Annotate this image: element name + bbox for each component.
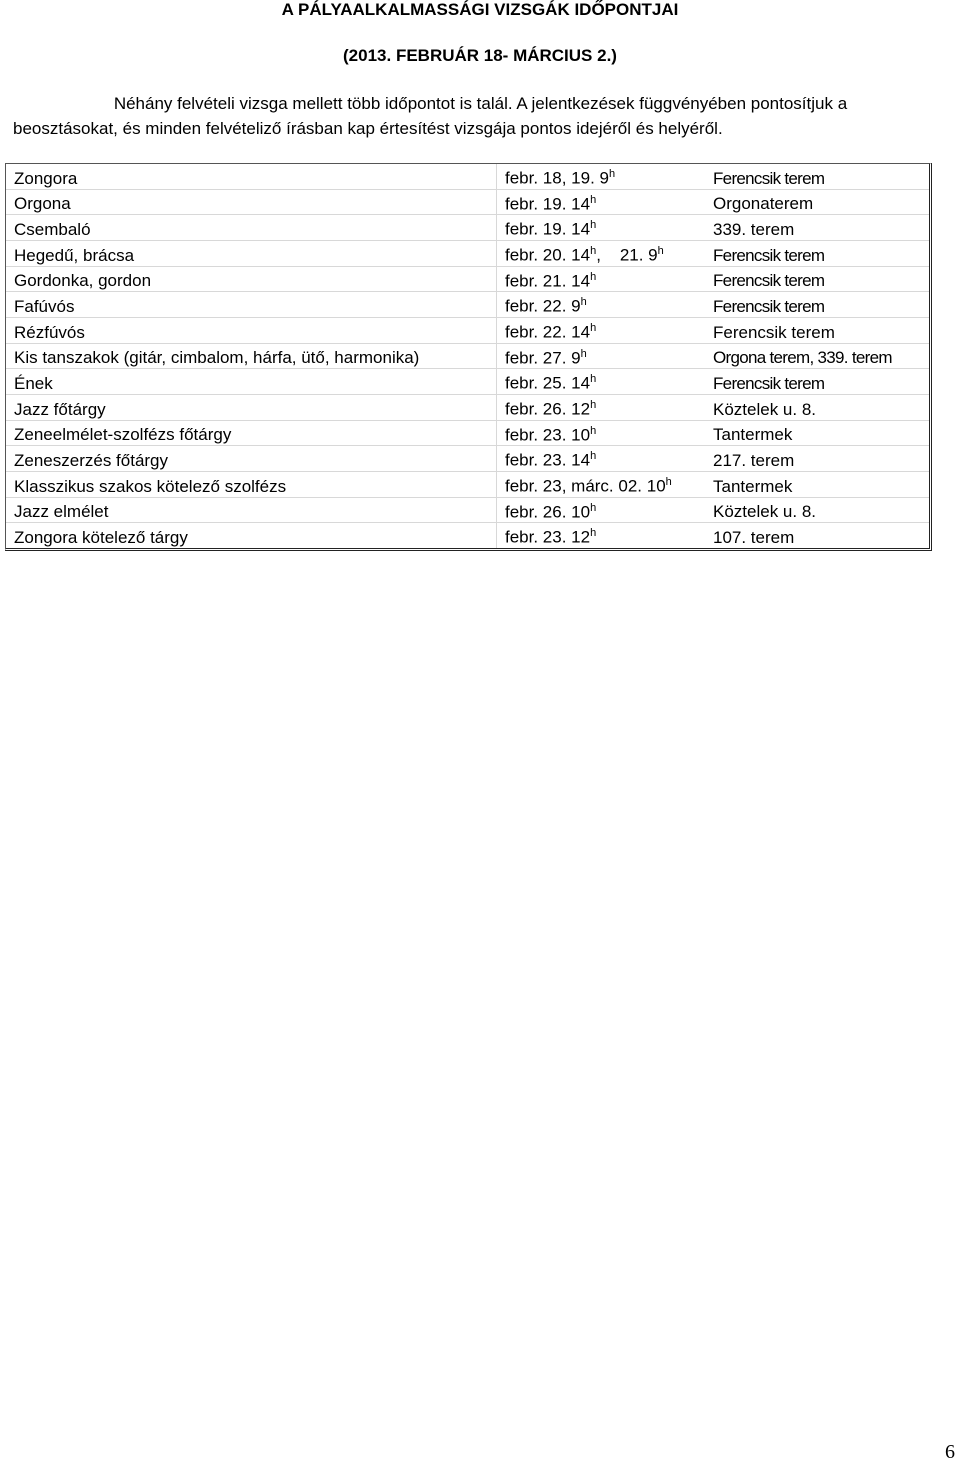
date-cell [496,421,705,447]
date-text: febr. 26. 12 [505,399,591,419]
date-cell [496,190,705,216]
place-cell: Ferencsik terem [705,292,929,318]
subject-cell: Klasszikus szakos kötelező szolfézs [6,472,496,498]
hour-mark: h [580,296,587,309]
subject-cell: Zongora kötelező tárgy [14,527,188,547]
place-cell: Ferencsik terem [705,164,929,190]
hour-mark: h [590,373,597,386]
intro-line-1: Néhány felvételi vizsga mellett több időpontot is talál. A jelentkezések függvényében pontosítjuk a [113,94,848,113]
table-row [6,369,929,395]
date-text: febr. 23. 12 [505,527,591,547]
date-text: febr. 20. 14 [505,245,591,265]
date-text: febr. 27. 9 [505,348,581,368]
table-row [6,241,929,267]
date-cell [496,267,705,293]
date-text: febr. 23, márc. 02. 10 [505,476,666,496]
intro-line-2: beosztásokat, és minden felvételiző írásban kap értesítést vizsgája pontos idejéről és helyéről. [13,119,723,138]
date-cell [496,318,705,344]
hour-mark: h [590,398,597,411]
place-cell: Köztelek u. 8. [705,395,929,421]
place-cell: Orgona terem, 339. terem [705,344,929,370]
subject-cell: Jazz elmélet [6,498,496,524]
date-cell [496,446,705,472]
date-text: febr. 19. 14 [505,219,591,239]
date-text: febr. 22. 14 [505,322,591,342]
hour-mark: h [657,244,664,257]
table-row [6,190,929,216]
place-cell: Tantermek [705,472,929,498]
place-cell: Ferencsik terem [705,318,929,344]
table-row [6,421,929,447]
intro-paragraph [13,91,948,141]
hour-mark: h [590,527,597,540]
place-cell: Köztelek u. 8. [705,498,929,524]
hour-mark: h [580,347,587,360]
date-text: febr. 18, 19. 9 [505,168,609,188]
table-row [6,215,929,241]
hour-mark: h [590,501,597,514]
place-cell: 339. terem [705,215,929,241]
subject-cell: Hegedű, brácsa [6,241,496,267]
date-cell [496,215,705,241]
date-text: febr. 19. 14 [505,194,591,214]
hour-mark: h [590,270,597,283]
place-cell: Ferencsik terem [705,241,929,267]
hour-mark: h [590,244,597,257]
place-cell: Ferencsik terem [705,267,929,293]
exam-schedule-table [5,163,932,551]
hour-mark: h [590,424,597,437]
hour-mark: h [590,450,597,463]
date-cell [496,472,705,498]
date-cell [496,292,705,318]
date-cell [496,164,705,190]
subject-cell: Jazz főtárgy [6,395,496,421]
table-row [6,318,929,344]
subject-cell: Zeneszerzés főtárgy [6,446,496,472]
hour-mark: h [590,219,597,232]
date-cell [496,395,705,421]
date-text: febr. 21. 14 [505,271,591,291]
hour-mark: h [665,475,672,488]
date-cell [496,241,705,267]
date-text: febr. 22. 9 [505,296,581,316]
place-cell: Tantermek [705,421,929,447]
hour-mark: h [590,321,597,334]
date-text: febr. 23. 14 [505,450,591,470]
table-row [6,446,929,472]
place-cell: 217. terem [705,446,929,472]
page-title: A PÁLYAALKALMASSÁGI VIZSGÁK IDŐPONTJAI [281,0,679,19]
page-number: 6 [945,1441,955,1463]
table-row [6,395,929,421]
date-cell [496,523,705,548]
table-row [6,472,929,498]
subject-cell: Zeneelmélet-szolfézs főtárgy [6,421,496,447]
table-row [6,164,929,190]
place-cell: Orgonaterem [705,190,929,216]
place-cell: Ferencsik terem [705,369,929,395]
subject-cell: Gordonka, gordon [6,267,496,293]
subject-cell: Fafúvós [6,292,496,318]
date-text: febr. 26. 10 [505,502,591,522]
subject-cell: Csembaló [6,215,496,241]
subject-cell: Orgona [6,190,496,216]
table-row [6,344,929,370]
subject-cell: Ének [6,369,496,395]
table-row [6,292,929,318]
hour-mark: h [608,168,616,180]
subject-cell: Kis tanszakok (gitár, cimbalom, hárfa, ütő, harmonika) [6,344,496,370]
date-text: febr. 25. 14 [505,373,591,393]
subject-cell: Zongora [6,164,496,190]
date-cell [496,369,705,395]
date-extra-text: , 21. 9 [596,245,658,265]
table-row [6,523,929,548]
place-cell: 107. terem [713,527,795,547]
hour-mark: h [590,193,597,206]
page-subtitle: (2013. FEBRUÁR 18- MÁRCIUS 2.) [343,46,617,65]
date-cell [496,498,705,524]
subject-cell: Rézfúvós [6,318,496,344]
date-cell [496,344,705,370]
table-row [6,267,929,293]
date-text: febr. 23. 10 [505,425,591,445]
table-row [6,498,929,524]
